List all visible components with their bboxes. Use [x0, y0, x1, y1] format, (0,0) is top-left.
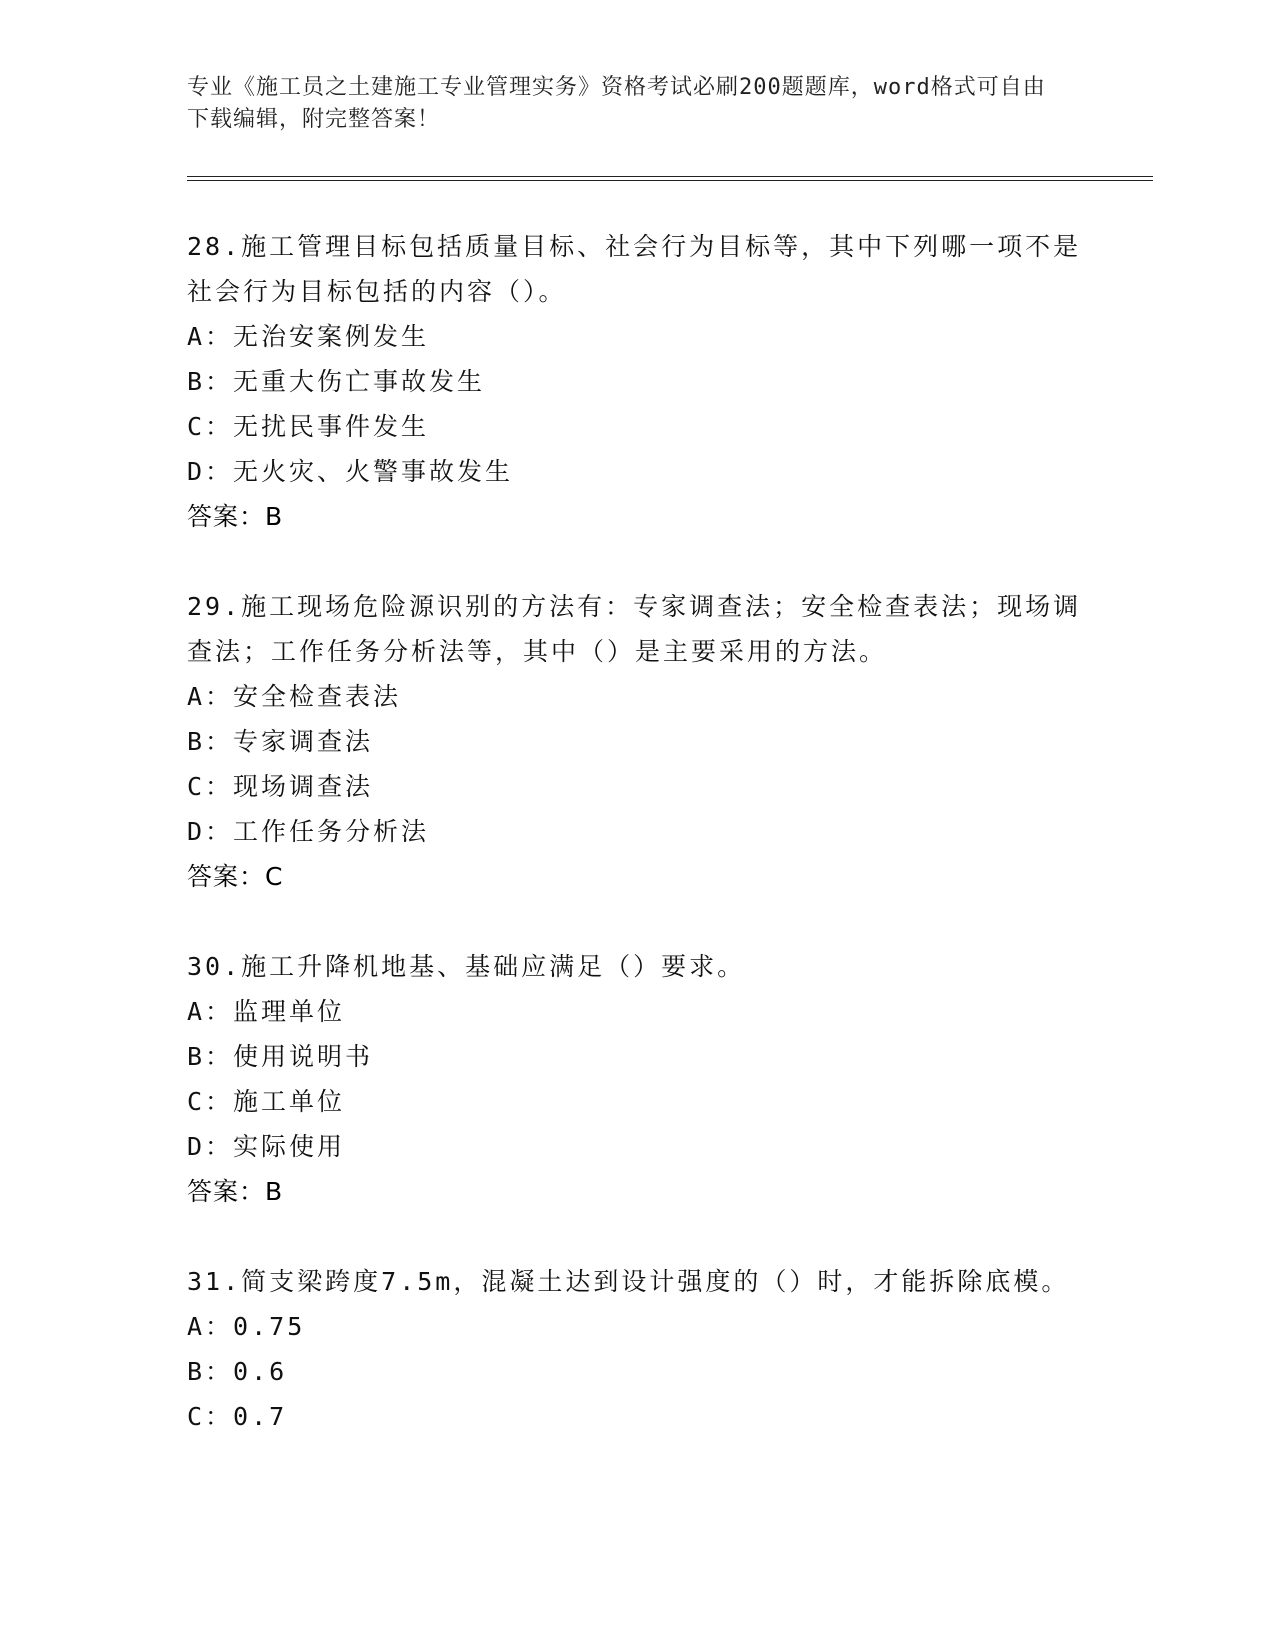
option-a: A：无治安案例发生 [187, 322, 430, 351]
answer-line: 答案：B [187, 1177, 284, 1206]
header-divider [187, 176, 1153, 181]
option-b: B：使用说明书 [187, 1042, 374, 1071]
question-stem: 30.施工升降机地基、基础应满足（）要求。 [187, 952, 746, 981]
question-stem: 28.施工管理目标包括质量目标、社会行为目标等，其中下列哪一项不是社会行为目标包括的内容（）。 [187, 232, 1082, 306]
option-b: B：专家调查法 [187, 727, 374, 756]
option-c: C：施工单位 [187, 1087, 346, 1116]
answer-line: 答案：B [187, 502, 284, 531]
option-b: B：0.6 [187, 1357, 288, 1386]
answer-line: 答案：C [187, 862, 284, 891]
question-28 [187, 224, 1087, 539]
option-a: A：0.75 [187, 1312, 306, 1341]
question-31 [187, 1259, 1087, 1439]
option-d: D：无火灾、火警事故发生 [187, 457, 514, 486]
question-stem: 31.简支梁跨度7.5m，混凝土达到设计强度的（）时，才能拆除底模。 [187, 1267, 1070, 1296]
option-d: D：实际使用 [187, 1132, 346, 1161]
document-header: 专业《施工员之土建施工专业管理实务》资格考试必刷200题题库，word格式可自由下载编辑，附完整答案！ [187, 75, 1046, 132]
option-a: A：安全检查表法 [187, 682, 402, 711]
option-d: D：工作任务分析法 [187, 817, 430, 846]
question-stem: 29.施工现场危险源识别的方法有：专家调查法；安全检查表法；现场调查法；工作任务分析法等，其中（）是主要采用的方法。 [187, 592, 1082, 666]
option-b: B：无重大伤亡事故发生 [187, 367, 486, 396]
question-29 [187, 584, 1087, 899]
question-30 [187, 944, 1087, 1214]
option-c: C：0.7 [187, 1402, 288, 1431]
option-a: A：监理单位 [187, 997, 346, 1026]
option-c: C：现场调查法 [187, 772, 374, 801]
option-c: C：无扰民事件发生 [187, 412, 430, 441]
